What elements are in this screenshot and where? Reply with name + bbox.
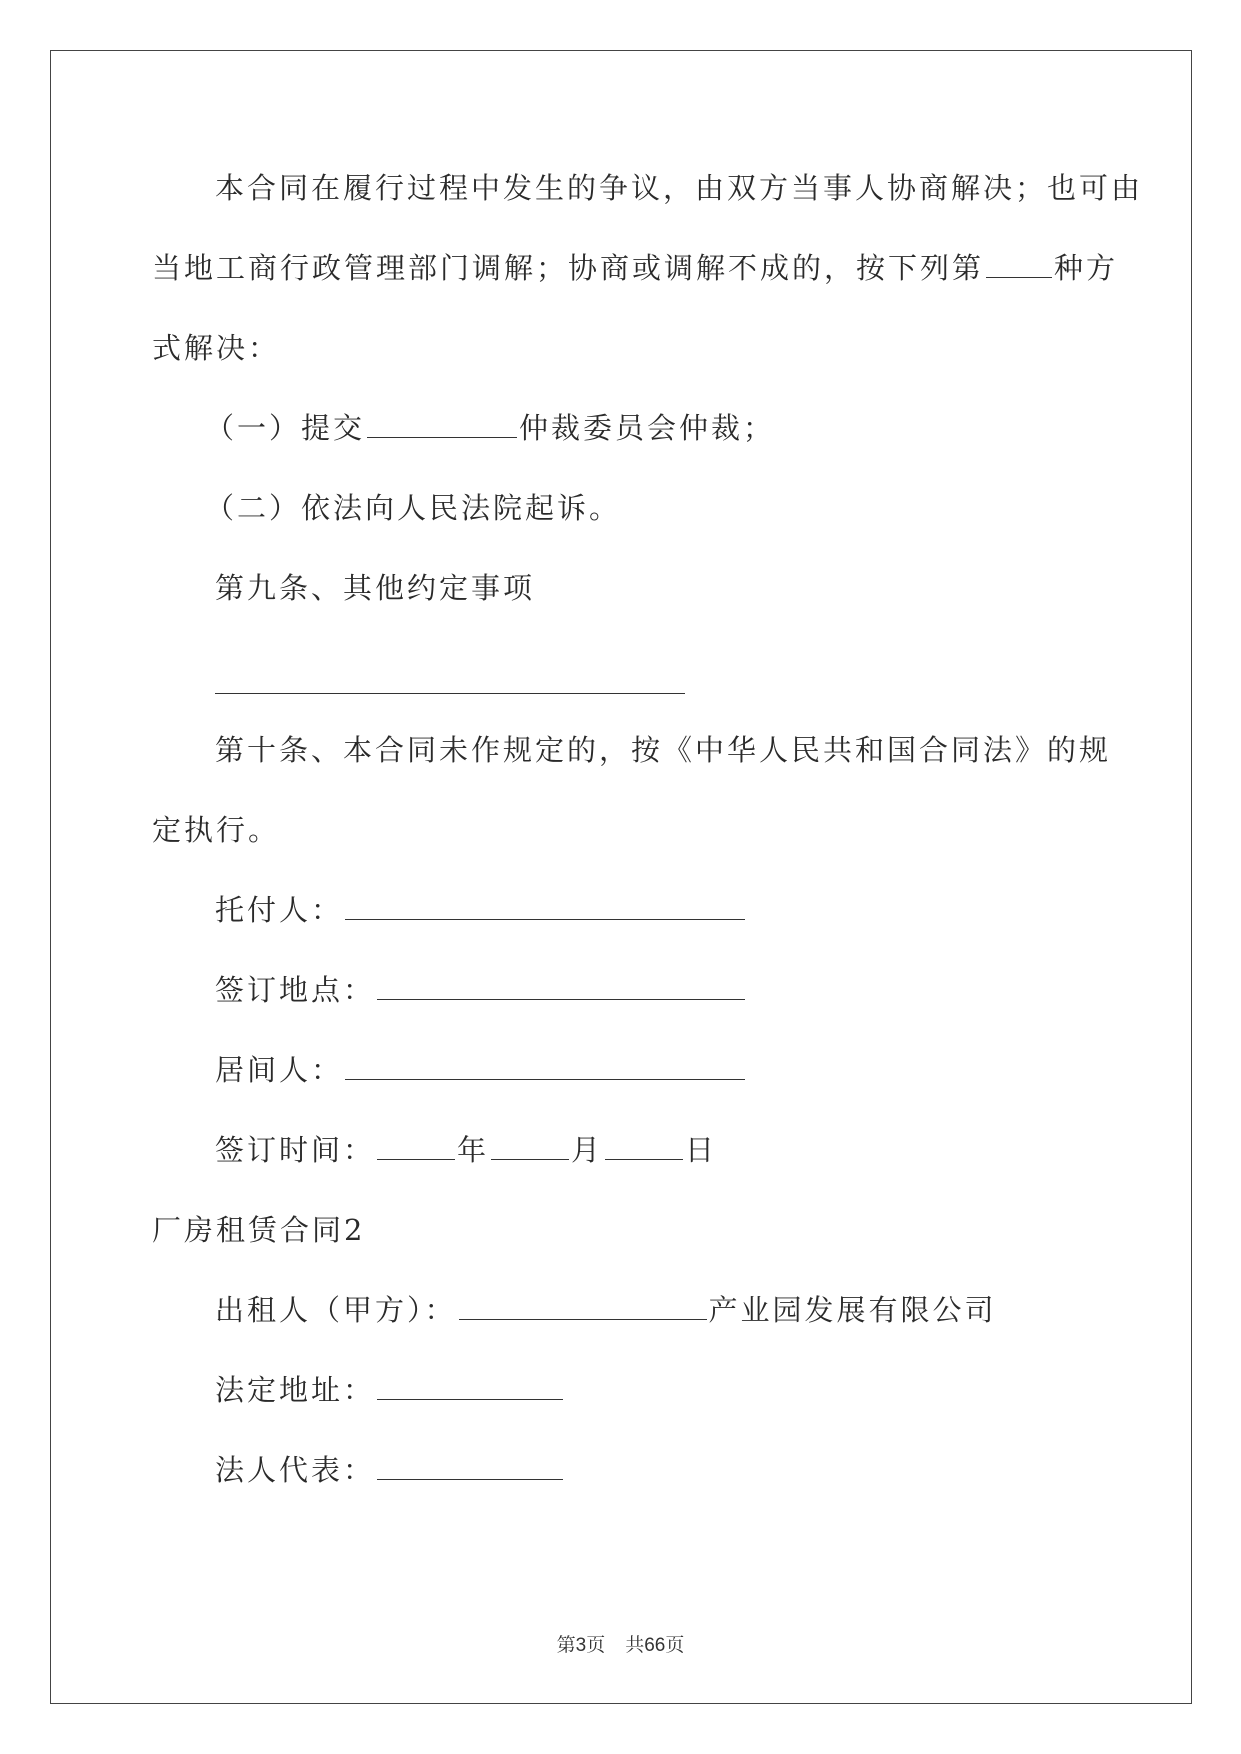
option-arbitration-suffix: 仲裁委员会仲裁； <box>519 411 776 445</box>
arbitration-committee-blank <box>367 415 517 438</box>
legal-rep-label: 法人代表： <box>215 1453 376 1487</box>
method-number-blank <box>986 255 1052 278</box>
consignor-blank <box>345 897 745 920</box>
intermediary-blank <box>345 1057 745 1080</box>
sign-place-label: 签订地点： <box>215 973 376 1007</box>
lessor-blank <box>459 1297 707 1320</box>
total-page-number: 66 <box>644 1635 666 1656</box>
year-blank <box>377 1137 455 1160</box>
dispute-clause-line-3: 式解决： <box>152 331 281 365</box>
article-10-line-2: 定执行。 <box>152 813 281 847</box>
total-prefix: 共 <box>625 1634 645 1656</box>
legal-address-label: 法定地址： <box>215 1373 376 1407</box>
lessor-suffix: 产业园发展有限公司 <box>708 1293 997 1327</box>
current-page-number: 3 <box>575 1635 587 1656</box>
year-label: 年 <box>457 1133 490 1167</box>
sign-place-row <box>215 970 747 1010</box>
consignor-label: 托付人： <box>215 893 344 927</box>
article-10-line-1: 第十条、本合同未作规定的，按《中华人民共和国合同法》的规 <box>215 733 1112 767</box>
dispute-clause-text: 当地工商行政管理部门调解；协商或调解不成的，按下列第 <box>152 251 985 285</box>
day-blank <box>605 1137 683 1160</box>
sign-time-label: 签订时间： <box>215 1133 376 1167</box>
option-arbitration-prefix: （一）提交 <box>205 411 366 445</box>
month-blank <box>491 1137 569 1160</box>
article-9-heading: 第九条、其他约定事项 <box>215 571 536 605</box>
consignor-row <box>215 890 747 930</box>
intermediary-label: 居间人： <box>215 1053 344 1087</box>
lessor-label: 出租人（甲方）： <box>215 1293 457 1327</box>
dispute-clause-line-1: 本合同在履行过程中发生的争议，由双方当事人协商解决；也可由 <box>215 171 1144 205</box>
page-unit: 页 <box>586 1634 606 1656</box>
total-unit: 页 <box>665 1634 685 1656</box>
legal-rep-row <box>215 1450 565 1490</box>
month-label: 月 <box>571 1133 604 1167</box>
option-litigation: （二）依法向人民法院起诉。 <box>205 491 622 525</box>
option-arbitration <box>205 408 775 448</box>
contract-2-title: 厂房租赁合同2 <box>152 1213 366 1247</box>
lessor-row <box>215 1290 997 1330</box>
intermediary-row <box>215 1050 747 1090</box>
legal-address-row <box>215 1370 565 1410</box>
legal-rep-blank <box>377 1457 563 1480</box>
page-prefix: 第 <box>556 1634 576 1656</box>
other-matters-blank-line <box>215 693 685 694</box>
dispute-clause-text-end: 种方 <box>1054 251 1119 285</box>
sign-place-blank <box>377 977 745 1000</box>
day-label: 日 <box>685 1133 718 1167</box>
page-footer <box>0 1630 1241 1657</box>
dispute-clause-line-2 <box>152 248 1118 288</box>
legal-address-blank <box>377 1377 563 1400</box>
sign-time-row <box>215 1130 717 1170</box>
